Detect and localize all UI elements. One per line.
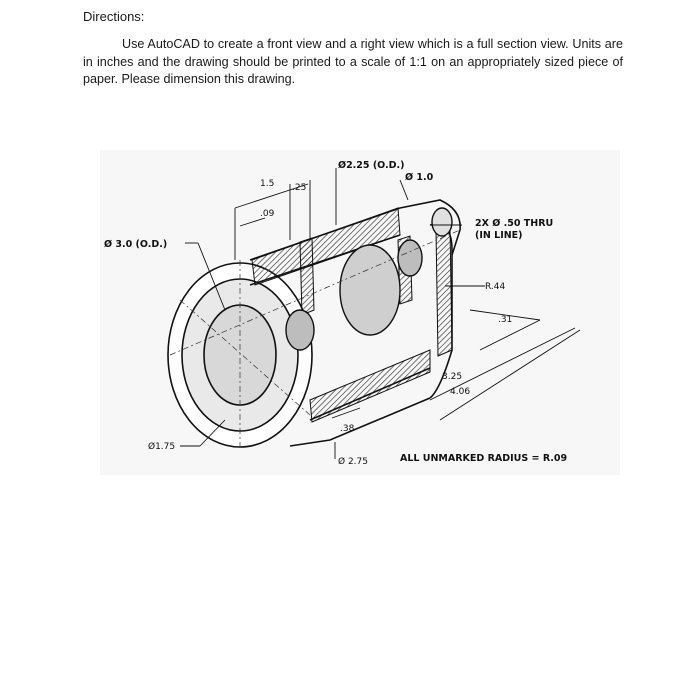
label-dia-30: Ø 3.0 (O.D.) <box>104 239 168 250</box>
directions-heading: Directions: <box>83 9 145 24</box>
label-dia-10: Ø 1.0 <box>405 172 434 183</box>
label-dia-275: Ø 2.75 <box>338 457 368 467</box>
directions-paragraph: Use AutoCAD to create a front view and a right view which is a full section view. Units are in inches and the drawing should be printed to a scale of 1:1 on an appropriately sized piece of paper. Please dimension this drawing. <box>83 37 623 86</box>
label-rad-44: R.44 <box>485 282 506 292</box>
label-dim-15: 1.5 <box>260 179 275 189</box>
label-dim-38: .38 <box>340 424 355 434</box>
label-dia-225: Ø2.25 (O.D.) <box>338 160 405 171</box>
label-dim-25: .25 <box>292 183 307 193</box>
label-dim-09: .09 <box>260 209 275 219</box>
label-dim-406: 4.06 <box>450 387 471 397</box>
isometric-section-drawing <box>100 150 620 475</box>
label-dim-31: .31 <box>498 315 513 325</box>
label-dia-175: Ø1.75 <box>148 442 176 452</box>
technical-drawing <box>100 150 620 475</box>
label-dim-325: 3.25 <box>442 372 463 382</box>
label-holes-line1: 2X Ø .50 THRU <box>475 218 554 229</box>
label-radius-note: ALL UNMARKED RADIUS = R.09 <box>400 453 568 464</box>
label-holes-line2: (IN LINE) <box>475 230 523 241</box>
